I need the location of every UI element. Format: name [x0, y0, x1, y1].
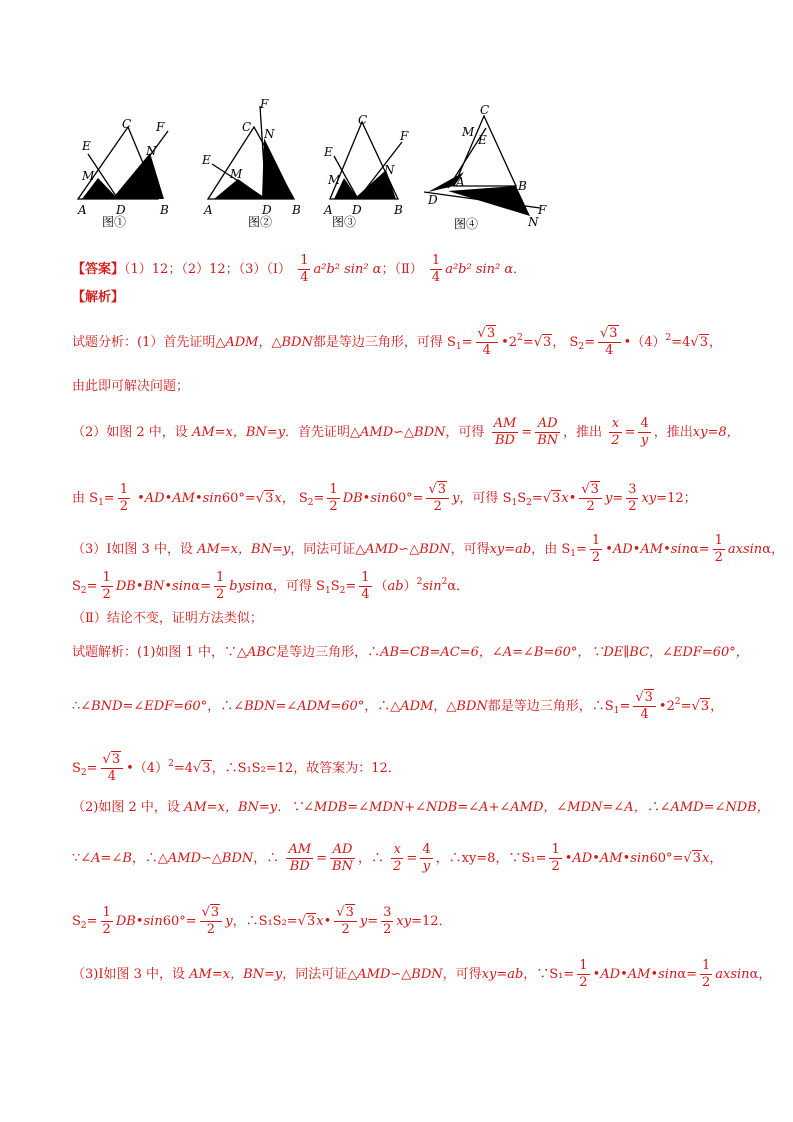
svg-text:E: E — [202, 153, 211, 167]
svg-text:D: D — [352, 203, 362, 217]
svg-text:M: M — [462, 125, 475, 139]
svg-text:B: B — [518, 179, 527, 193]
svg-text:M: M — [230, 167, 243, 181]
svg-text:B: B — [394, 203, 403, 217]
svg-text:A: A — [456, 175, 465, 189]
svg-text:图①: 图① — [102, 215, 127, 229]
analysis-line-7: （Ⅱ）结论不变，证明方法类似； — [72, 611, 263, 626]
solution-line-2: ∴∠BND=∠EDF=60°，∴∠BDN=∠ADM=60°，∴△ADM，△BDN都是等边三角形，$\therefore S_1=$ $\frac{√3}{4}$ $•2^2=√3$， — [72, 690, 724, 722]
svg-text:图④: 图④ — [454, 217, 479, 231]
solution-line-4: （2)如图 2 中，设 AM=x，BN=y．∵∠MDB=∠MDN+∠NDB=∠A+∠AMD，∠MDN=∠A，∴∠AMD=∠NDB， — [72, 800, 770, 815]
answer-line: 【答案】（1）12；（2）12；（3）（Ⅰ） $\frac{1}{4}$ a²b² sin² α；（Ⅱ） $\frac{1}{4}$ a²b² sin² α． — [72, 253, 527, 285]
solution-line-7: （3)Ⅰ如图 3 中，设 AM=x，BN=y，同法可证△AMD∽△BDN，可得xy=ab，∵S₁= $\frac{1}{2}$ •AD•AM•sinα= $\frac{1}{2}$ axsinα， — [72, 958, 772, 990]
figure-2 — [201, 98, 301, 229]
figure-3 — [323, 113, 409, 229]
svg-text:B: B — [292, 203, 301, 217]
geometry-figures — [68, 98, 568, 238]
svg-text:M: M — [82, 169, 95, 183]
svg-text:E: E — [478, 133, 487, 147]
svg-text:F: F — [538, 203, 547, 217]
svg-text:F: F — [400, 129, 409, 143]
solution-line-3: $S_2=$ $\frac{√3}{4}$ $•(4)^2=4√3$，∴S₁S₂=12，故答案为：12． — [72, 752, 401, 784]
svg-text:A: A — [78, 203, 87, 217]
svg-text:F: F — [156, 120, 165, 134]
svg-text:N: N — [384, 163, 395, 177]
svg-text:E: E — [324, 145, 333, 159]
svg-text:C: C — [480, 103, 490, 117]
solution-line-1: 试题解析：(1)如图 1 中，∵△ABC是等边三角形，∴AB=CB=AC=6，∠A=∠B=60°，∵DE∥BC，∠EDF=60°， — [72, 645, 749, 660]
fraction: $\frac{1}{4}$ — [431, 253, 441, 285]
analysis-line-1: 试题分析：(1）首先证明△ADM，△BDN都是等边三角形，可得 $S_1=$ $\frac{√3}{4}$ $•2^2=√3$， $S_2=$ $\frac{√3}{4}$ $•(4)^2=4√3$， — [72, 326, 722, 358]
svg-text:D: D — [428, 193, 438, 207]
svg-text:F: F — [260, 98, 269, 111]
figure-4 — [424, 103, 547, 231]
analysis-line-5: （3）Ⅰ如图 3 中，设 AM=x，BN=y，同法可证△AMD∽△BDN，可得xy=ab，由 $S_1=$ $\frac{1}{2}$ •AD•AM•sinα= $\frac{1}{2}$ axsinα， — [72, 533, 784, 565]
svg-text:A: A — [204, 203, 213, 217]
analysis-line-6: $S_2=$ $\frac{1}{2}$ DB•BN•sinα= $\frac{1}{2}$ bysinα，可得 $S_1S_2=$ $\frac{1}{4}$ $(ab)^2\sin^2\alpha$． — [72, 570, 470, 602]
svg-text:A: A — [324, 203, 333, 217]
figure-1 — [77, 117, 169, 229]
analysis-line-4: 由 $S_1=$ $\frac{1}{2}$ •AD•AM•sin60°=√3x， $S_2=$ $\frac{1}{2}$ DB•sin60°= $\frac{√3}{2}$ y，可得 $S_1S_2=√3x•$ $\frac{√3}{2}$ y= $\frac{3}{2}$ xy=12； — [72, 482, 697, 514]
solution-line-5: ∵∠A=∠B，∴△AMD∽△BDN，∴ $\frac{AM}{BD}$ = $\frac{AD}{BN}$ ，∴ $\frac{x}{2}$ = $\frac{4}{y}$ ，∴xy=8，∵S₁= $\frac{1}{2}$ •AD•AM•sin60°=√3x， — [72, 842, 723, 874]
svg-text:M: M — [328, 173, 341, 187]
svg-text:E: E — [82, 139, 91, 153]
svg-text:D: D — [116, 203, 126, 217]
svg-text:B: B — [160, 203, 169, 217]
analysis-line-3: （2）如图 2 中，设 AM=x，BN=y．首先证明△AMD∽△BDN，可得 $\frac{AM}{BD}$ = $\frac{AD}{BN}$ ，推出 $\frac{x}{2}$ = $\frac{4}{y}$ ，推出xy=8， — [72, 416, 740, 448]
svg-text:图③: 图③ — [332, 215, 357, 229]
answer-tag: 【答案】 — [72, 262, 125, 277]
analysis-line-2: 由此即可解决问题； — [72, 379, 190, 394]
solution-line-6: $S_2=$ $\frac{1}{2}$ DB•sin60°= $\frac{√3}{2}$ y，∴S₁S₂=√3x• $\frac{√3}{2}$ y= $\frac{3}{2}$ xy=12． — [72, 905, 452, 937]
svg-text:N: N — [146, 144, 157, 158]
svg-text:D: D — [262, 203, 272, 217]
svg-text:N: N — [528, 215, 539, 229]
svg-text:N: N — [264, 127, 275, 141]
svg-text:C: C — [242, 120, 252, 134]
svg-text:C: C — [358, 113, 368, 127]
svg-text:图②: 图② — [248, 215, 273, 229]
svg-text:C: C — [122, 117, 132, 131]
analysis-tag: 【解析】 — [72, 290, 125, 305]
fraction: $\frac{1}{4}$ — [300, 253, 309, 285]
